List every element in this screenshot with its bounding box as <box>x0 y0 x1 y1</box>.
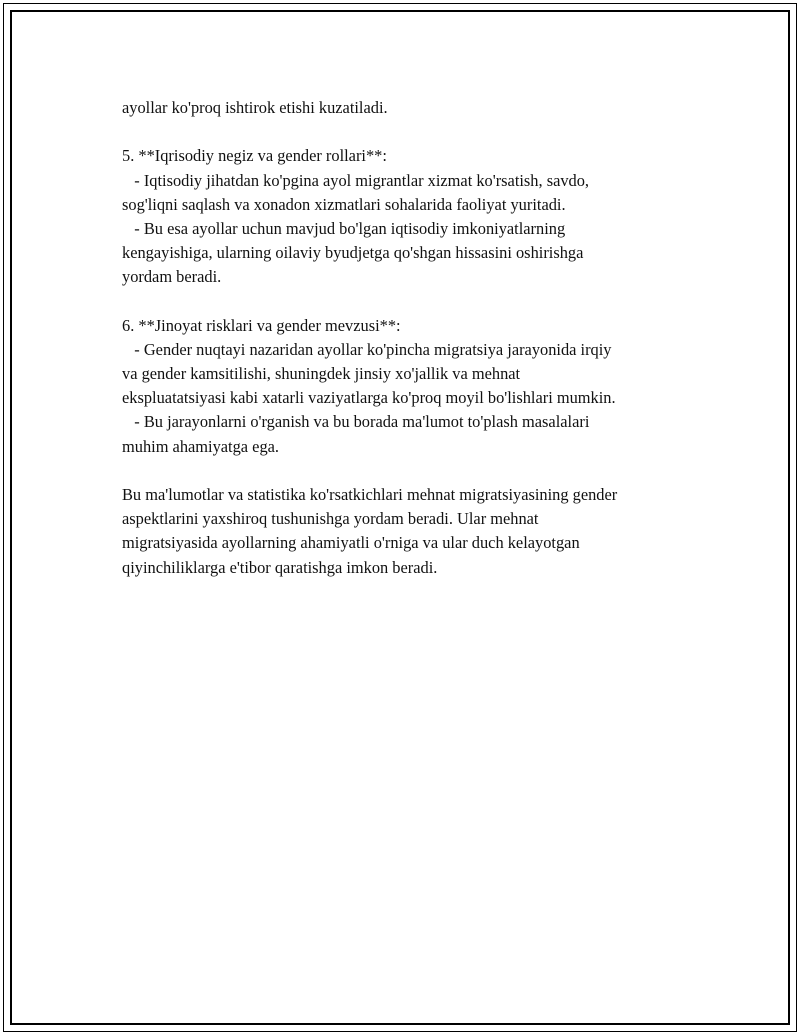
text-line: qiyinchiliklarga e'tibor qaratishga imkon beradi. <box>122 557 438 577</box>
text-line: yordam beradi. <box>122 267 222 287</box>
text-line: - Bu jarayonlarni o'rganish va bu borada ma'lumot to'plash masalalari <box>122 412 590 432</box>
blank-line <box>122 120 702 144</box>
text-line: ayollar ko'proq ishtirok etishi kuzatiladi. <box>122 98 388 117</box>
text-line: kengayishiga, ularning oilaviy byudjetga qo'shgan hissasini oshirishga <box>122 243 584 263</box>
text-line: Bu ma'lumotlar va statistika ko'rsatkichlari mehnat migratsiyasining gender <box>122 485 618 504</box>
text-line: - Iqtisodiy jihatdan ko'pgina ayol migrantlar xizmat ko'rsatish, savdo, <box>122 170 590 190</box>
blank-line <box>122 290 702 314</box>
text-line: migratsiyasida ayollarning ahamiyatli o'rniga va ular duch kelayotgan <box>122 533 580 553</box>
text-line: ekspluatatsiyasi kabi xatarli vaziyatlarga ko'proq moyil bo'lishlari mumkin. <box>122 388 616 408</box>
text-line: - Gender nuqtayi nazaridan ayollar ko'pincha migratsiya jarayonida irqiy <box>122 339 612 359</box>
blank-line <box>122 459 702 483</box>
text-line: sog'liqni saqlash va xonadon xizmatlari sohalarida faoliyat yuritadi. <box>122 194 566 214</box>
text-line: va gender kamsitilishi, shuningdek jinsiy xo'jallik va mehnat <box>122 364 521 384</box>
text-line: muhim ahamiyatga ega. <box>122 436 280 456</box>
document-body <box>122 96 702 580</box>
section-heading: 6. **Jinoyat risklari va gender mevzusi**: <box>122 315 401 335</box>
section-heading: 5. **Iqrisodiy negiz va gender rollari**: <box>122 146 387 166</box>
text-line: aspektlarini yaxshiroq tushunishga yordam beradi. Ular mehnat <box>122 509 539 529</box>
page-frame <box>3 3 797 1032</box>
text-line: - Bu esa ayollar uchun mavjud bo'lgan iqtisodiy imkoniyatlarning <box>122 218 566 238</box>
